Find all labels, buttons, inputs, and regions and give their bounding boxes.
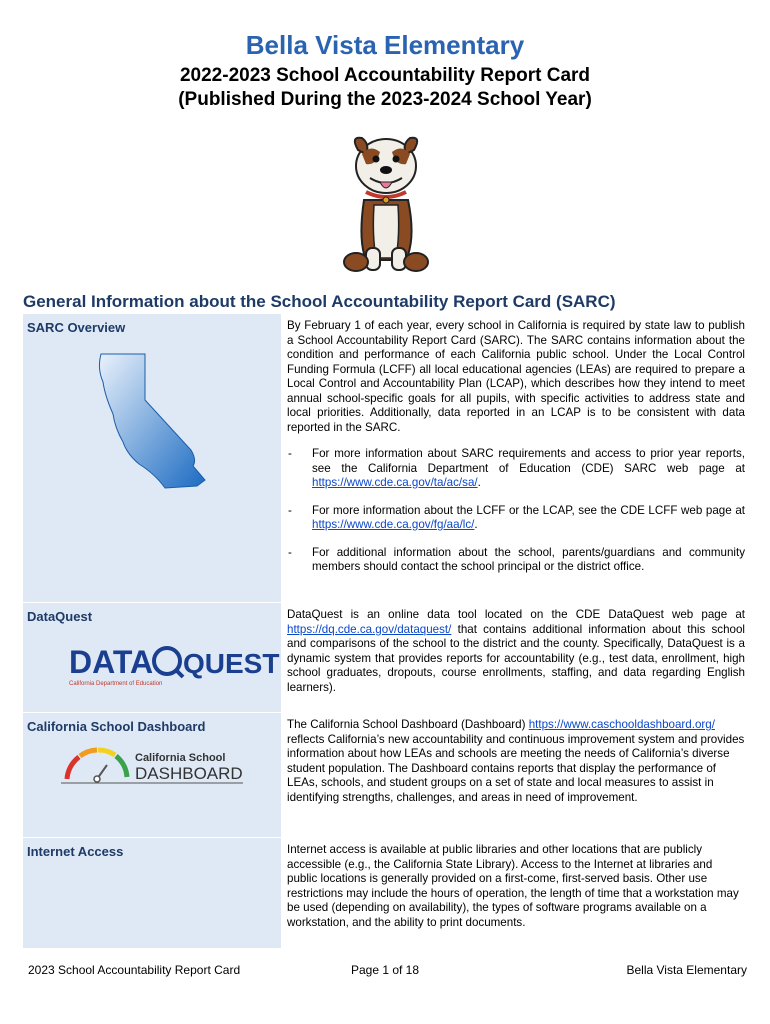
row-content-cell [285,713,751,811]
dashboard-link[interactable]: https://www.caschooldashboard.org/ [528,718,715,731]
internet-access-paragraph: Internet access is available at public libraries and other locations that are publicly accessible (e.g., the California State Library). Access to the Internet at libraries and public locations is generally provided on a first-come, first-served basis. Other use restrictions may include the hours of operation, the length of time that a workstation may be used (depending on availability), the types of software programs available on a workstation, and the ability to print documents. [287,843,739,929]
bullet-dash: - [288,503,292,517]
footer-right: Bella Vista Elementary [626,963,747,977]
lcff-web-page-link[interactable]: https://www.cde.ca.gov/fg/aa/lc/ [312,518,475,531]
report-subtitle: (Published During the 2023-2024 School Year) [178,89,592,110]
row-label: Internet Access [27,844,124,859]
row-label: DataQuest [27,609,93,624]
logo-tagline: California Department of Education [69,681,163,687]
bullet-dash: - [288,447,292,460]
table-row [23,603,751,713]
dataquest-paragraph [287,608,745,695]
row-label-cell [23,603,281,712]
text-before: The California School Dashboard (Dashboard) [287,718,526,731]
row-label-cell [23,838,281,948]
page-number: Page 1 of 18 [350,963,420,977]
school-name: Bella Vista Elementary [245,30,525,60]
row-label-cell [23,713,281,837]
table-row [23,713,751,838]
row-content-cell [285,838,751,936]
report-title: 2022-2023 School Accountability Report Card [179,65,591,86]
row-content-cell [285,314,751,581]
text-after: that contains additional information about this school and comparisons of the school to the district and the county. Specifically, DataQuest is a dynamic system that provides reports for accountability (e.g., test data, enrollment, high school graduates, dropouts, course enrollments, staffing, and data regarding English learners). [287,622,745,694]
row-label: California School Dashboard [27,719,206,734]
bullet-text: For more information about SARC requirements and access to prior year reports, see the California Department of Education (CDE) SARC web page at [312,447,745,475]
dashboard-logo [61,747,245,787]
period: . [477,476,481,489]
table-row [23,314,751,603]
table-row [23,838,751,949]
sarc-info-table [23,314,751,949]
california-map-image [93,352,223,492]
list-item [287,447,745,491]
logo-word-b: QUEST [183,648,280,679]
dataquest-logo [67,639,280,689]
bulldog-mascot-image [336,130,436,276]
logo-line2: DASHBOARD [135,764,243,783]
text-after: reflects California’s new accountability and continuous improvement system and provides information about how LEAs and schools are meeting the needs of California’s diverse student population. The Dashboard contains reports that display the performance of LEAs, schools, and student groups on a set of state and local measures to assist in identifying strengths, challenges, and areas in need of improvement. [287,732,745,804]
sarc-web-page-link[interactable]: https://www.cde.ca.gov/ta/ac/sa/ [312,476,478,489]
bullet-text: For more information about the LCFF or the LCAP, see the CDE LCFF web page at [312,503,745,517]
logo-line1: California School [135,752,226,764]
row-content-cell [285,603,751,701]
sarc-overview-paragraph: By February 1 of each year, every school in California is required by state law to publish a School Accountability Report Card (SARC). The SARC contains information about the condition and performance of each California public school. Under the Local Control Funding Formula (LCFF) all local educational agencies (LEAs) are required to prepare a Local Control and Accountability Plan (LCAP), which describes how they intend to meet annual school-specific goals for all pupils, with specific activities to address state and local priorities. Additionally, data reported in an LCAP is to be consistent with data reported in the SARC. [287,319,745,434]
section-heading: General Information about the School Accountability Report Card (SARC) [23,292,616,311]
bullet-text: For additional information about the school, parents/guardians and community members should contact the school principal or the district office. [312,545,745,573]
bullet-dash: - [288,545,292,559]
footer-left: 2023 School Accountability Report Card [28,963,241,977]
dataquest-link[interactable]: https://dq.cde.ca.gov/dataquest/ [287,622,452,636]
row-label-cell [23,314,281,602]
list-item [287,504,745,533]
logo-word-a: DATA [69,644,154,680]
row-label: SARC Overview [27,320,126,335]
dashboard-paragraph [287,718,745,805]
list-item [287,546,745,575]
text-before: DataQuest is an online data tool located on the CDE DataQuest web page at [287,608,745,621]
period: . [474,518,478,531]
